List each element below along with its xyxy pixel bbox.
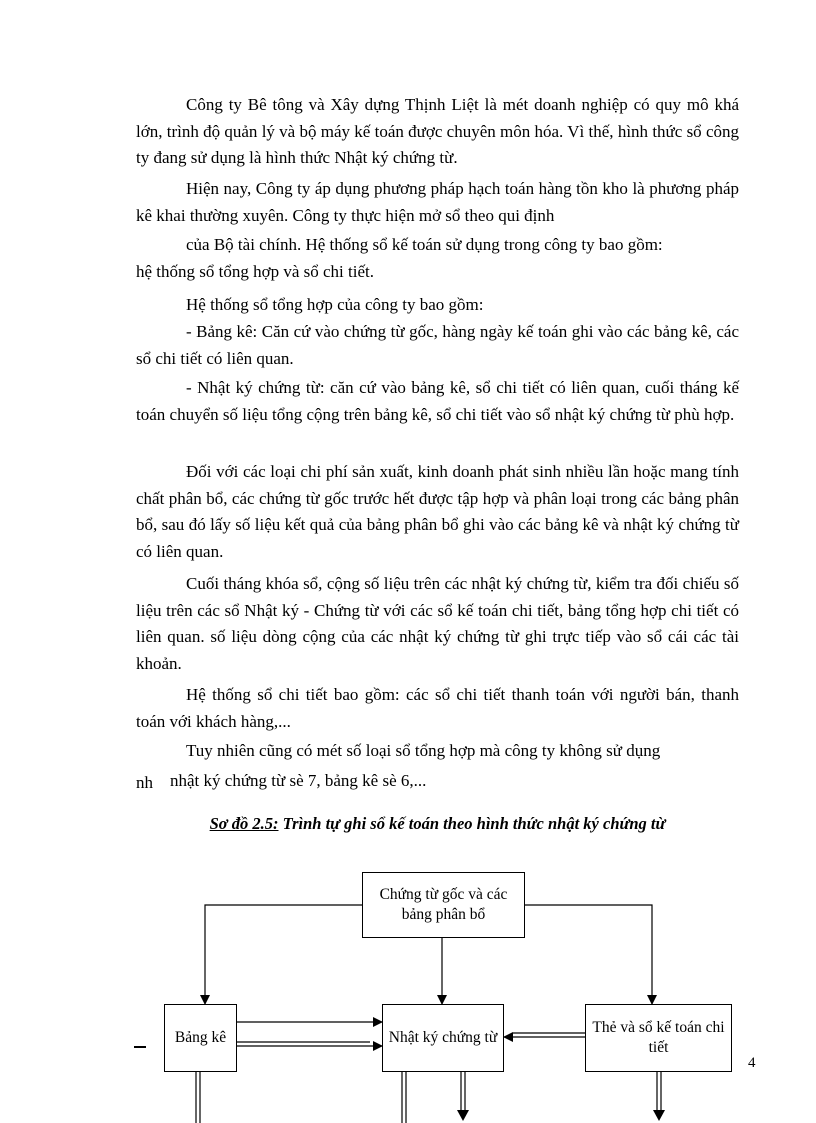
caption-text: Trình tự ghi sổ kế toán theo hình thức nhật ký chứng từ [278, 814, 666, 833]
source-documents-box: Chứng từ gốc và các bảng phân bổ [362, 872, 525, 938]
paragraph-cuoi-thang: Cuối tháng khóa sổ, cộng số liệu trên các nhật ký chứng từ, kiểm tra đối chiếu số liệu trên các sổ Nhật ký - Chứng từ với các sổ kế toán chi tiết, bảng tổng hợp chi tiết có liên quan. số liệu dòng cộng của các nhật ký chứng từ ghi trực tiếp vào sổ cái các tài khoản. [136, 574, 739, 673]
arrowhead-nhat-ky-down [457, 1110, 469, 1121]
paragraph-tuy-nhien: Tuy nhiên cũng có mét số loại sổ tổng hợp mà công ty không sử dụng [186, 741, 661, 760]
paragraph-chi-phi: Đối với các loại chi phí sản xuất, kinh doanh phát sinh nhiều lần hoặc mang tính chất phân bổ, các chứng từ gốc trước hết được tập hợp và phân loại trong các bảng phân bổ, sau đó lấy số liệu kết quả của bảng phân bổ ghi vào các bảng kê và nhật ký chứng từ có liên quan. [136, 462, 739, 561]
arrow-source-to-bang-ke [205, 905, 362, 1004]
paragraph-1: Công ty Bê tông và Xây dựng Thịnh Liệt là mét doanh nghiệp có quy mô khá lớn, trình độ quản lý và bộ máy kế toán được chuyên môn hóa. Vì thế, hình thức sổ công ty đang sử dụng là hình thức Nhật ký chứng từ. [136, 95, 739, 167]
paragraph-tuy-nhien-end: nhật ký chứng từ sè 7, bảng kê sè 6,... [170, 771, 427, 790]
paragraph-2-continued: của Bộ tài chính. Hệ thống sổ kế toán sử dụng trong công ty bao gồm: [186, 235, 663, 254]
the-so-chi-tiet-box: Thẻ và sổ kế toán chi tiết [585, 1004, 732, 1072]
arrow-source-to-the-so [524, 905, 652, 1004]
caption-lead: Sơ đồ 2.5: [209, 814, 279, 833]
orphan-fragment: nh [136, 773, 153, 792]
paragraph-2: Hiện nay, Công ty áp dụng phương pháp hạch toán hàng tồn kho là phương pháp kê khai thường xuyên. Công ty thực hiện mở sổ theo qui định [136, 179, 739, 225]
bang-ke-box: Bảng kê [164, 1004, 237, 1072]
margin-dash [134, 1046, 146, 1048]
paragraph-so-chi-tiet: Hệ thống sổ chi tiết bao gồm: các sổ chi tiết thanh toán với người bán, thanh toán với khách hàng,... [136, 685, 739, 731]
paragraph-3: Hệ thống sổ tổng hợp của công ty bao gồm: [186, 295, 484, 314]
paragraph-bang-ke: - Bảng kê: Căn cứ vào chứng từ gốc, hàng ngày kế toán ghi vào các bảng kê, các sổ chi tiết có liên quan. [136, 322, 739, 368]
nhat-ky-chung-tu-box: Nhật ký chứng từ [382, 1004, 504, 1072]
page-number: 4 [748, 1055, 756, 1071]
paragraph-nhat-ky: - Nhật ký chứng từ: căn cứ vào bảng kê, sổ chi tiết có liên quan, cuối tháng kế toán chuyển số liệu tổng cộng trên bảng kê, sổ chi tiết vào sổ nhật ký chứng từ phù hợp. [136, 378, 739, 424]
arrowhead-the-so-down [653, 1110, 665, 1121]
paragraph-2-end: hệ thống sổ tổng hợp và sổ chi tiết. [136, 262, 374, 281]
